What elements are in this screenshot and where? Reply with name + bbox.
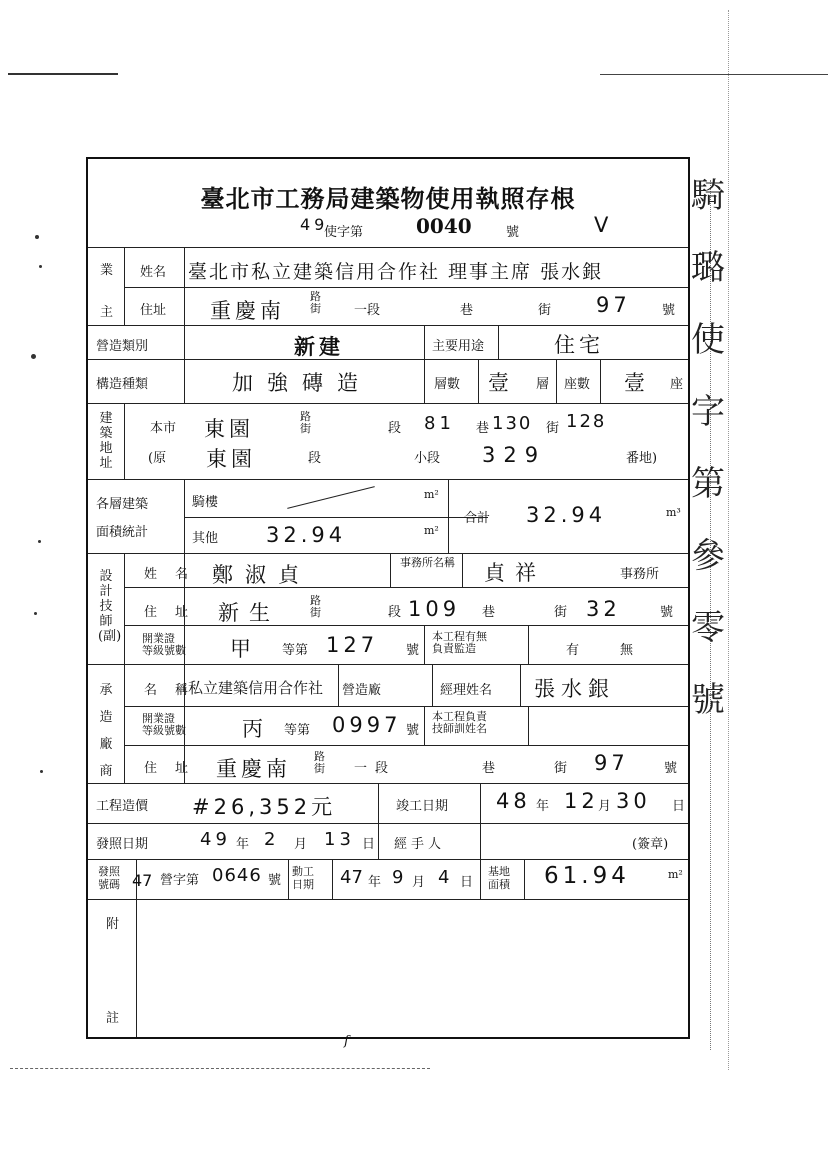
- site-orig-section-label: 段: [308, 451, 322, 466]
- site-sub-label: 小段: [414, 451, 441, 466]
- designer-office-value: 貞祥: [484, 561, 546, 585]
- owner-side-label-bottom: 主: [100, 305, 114, 320]
- right-margin-text: 騎 璐 使 字 第 參 零 號: [691, 176, 725, 720]
- designer-number-label: 號: [660, 605, 674, 620]
- floors-value: 壹: [488, 371, 513, 395]
- dust-4: [38, 540, 41, 543]
- complete-day-label: 日: [672, 799, 686, 814]
- owner-address-label: 住址: [140, 303, 167, 318]
- scan-line-top: [8, 73, 118, 75]
- floors-unit: 層: [536, 377, 550, 392]
- scan-edge-far-right: [728, 10, 729, 1070]
- site-street: 130: [492, 413, 533, 434]
- site-street-label: 街: [546, 421, 560, 436]
- designer-lic-grade-label: 等第: [282, 643, 309, 658]
- site-lane-label: 巷: [476, 421, 490, 436]
- contractor-section: 一段: [354, 761, 397, 776]
- issue-day: 13: [324, 829, 355, 850]
- count-value: 壹: [624, 371, 649, 395]
- cost-value: #26,352元: [192, 795, 337, 819]
- complete-label: 竣工日期: [396, 799, 449, 814]
- designer-side-label: 設計技師(副): [98, 569, 122, 644]
- arcade-unit: m²: [424, 488, 439, 501]
- start-year: 47: [340, 867, 363, 888]
- notes-label-top: 附: [106, 917, 120, 932]
- designer-street-label: 街: [554, 605, 568, 620]
- count-label: 座數: [564, 377, 591, 392]
- structure-value: 加強磚造: [232, 371, 372, 395]
- owner-road-label: 路 街: [310, 290, 321, 315]
- complete-month-label: 月: [598, 799, 612, 814]
- contractor-number-label: 號: [664, 761, 678, 776]
- owner-number-label: 號: [662, 303, 676, 318]
- site-lane: 81: [424, 413, 455, 434]
- bottom-mark: f: [344, 1034, 349, 1049]
- contractor-name-value: 私立建築信用合作社: [188, 679, 324, 697]
- designer-addr-label: 住址: [144, 605, 207, 620]
- start-label: 動工日期: [292, 865, 314, 891]
- seal-label: (簽章): [632, 837, 669, 852]
- permit-suffix: 號: [268, 873, 282, 888]
- designer-lane: 109: [408, 597, 461, 621]
- contractor-lic-grade-label: 等第: [284, 723, 311, 738]
- dust-6: [40, 770, 43, 773]
- issue-month: 2: [264, 829, 280, 850]
- designer-lane-label: 巷: [482, 605, 496, 620]
- owner-section: 一段: [354, 303, 381, 318]
- complete-month: 12: [564, 789, 599, 813]
- designer-addr-road: 新生: [218, 601, 280, 625]
- permit-prefix: 營字第: [160, 873, 200, 888]
- issue-day-label: 日: [362, 837, 376, 852]
- designer-supervise-value2: 無: [620, 643, 634, 658]
- base-value: 61.94: [544, 863, 630, 889]
- designer-lic-grade: 甲: [230, 637, 255, 661]
- permit-number: 0646: [212, 865, 262, 886]
- arcade-label: 騎樓: [192, 495, 219, 510]
- start-day: 4: [438, 867, 454, 888]
- build-type-value: 新建: [294, 335, 344, 359]
- other-unit: m²: [424, 524, 439, 537]
- site-parcel: 329: [482, 443, 547, 467]
- total-unit: m³: [666, 506, 681, 519]
- site-number: 128: [566, 411, 607, 432]
- designer-supervise-label: 本工程有無 負責監造: [432, 630, 487, 655]
- base-unit: m²: [668, 868, 683, 881]
- dust-2: [39, 265, 42, 268]
- build-type-label: 營造類別: [96, 339, 149, 354]
- site-city-label: 本市: [150, 421, 177, 436]
- area-label-1: 各層建築: [96, 497, 149, 512]
- site-orig-section: 東園: [206, 447, 256, 471]
- contractor-road-label: 路 街: [314, 750, 325, 775]
- floors-label: 層數: [434, 377, 461, 392]
- other-label: 其他: [192, 531, 219, 546]
- designer-lic-no: 127: [326, 633, 379, 657]
- dust-5: [34, 612, 37, 615]
- start-day-label: 日: [460, 875, 474, 890]
- contractor-tech-label: 本工程負責 技師訓姓名: [432, 710, 487, 735]
- designer-road-label: 路 街: [310, 594, 321, 619]
- structure-label: 構造種類: [96, 377, 149, 392]
- contractor-name-suffix: 營造廠: [342, 683, 382, 698]
- contractor-lic-no: 0997: [332, 713, 402, 737]
- contractor-number: 97: [594, 751, 629, 775]
- permit-label: 發照號碼: [98, 865, 120, 891]
- main-use-label: 主要用途: [432, 339, 485, 354]
- designer-name-label: 姓名: [144, 567, 207, 582]
- issue-month-label: 月: [294, 837, 308, 852]
- designer-number: 32: [586, 597, 621, 621]
- complete-year: 48: [496, 789, 531, 813]
- owner-name-label: 姓名: [140, 265, 167, 280]
- other-value: 32.94: [266, 523, 347, 547]
- contractor-manager-value: 張水銀: [534, 677, 615, 701]
- site-orig-label: (原: [148, 451, 167, 466]
- designer-office-label: 事務所名稱: [400, 556, 455, 569]
- contractor-lic-grade: 丙: [242, 717, 267, 741]
- permit-year: 47: [132, 871, 153, 890]
- total-label: 合計: [464, 511, 491, 526]
- contractor-lic-no-label: 號: [406, 723, 420, 738]
- designer-office-suffix: 事務所: [620, 567, 660, 582]
- contractor-lic-label: 開業證 等級號數: [142, 712, 186, 737]
- check-mark: V: [594, 213, 613, 237]
- base-label: 基地面積: [488, 865, 510, 891]
- total-value: 32.94: [526, 503, 607, 527]
- form-title: 臺北市工務局建築物使用執照存根: [200, 184, 576, 213]
- site-side-label: 建築地址: [99, 411, 113, 471]
- designer-lic-no-label: 號: [406, 643, 420, 658]
- owner-street-label: 街: [538, 303, 552, 318]
- start-month: 9: [392, 867, 408, 888]
- license-prefix: 使字第: [324, 225, 364, 240]
- issue-year: 49: [200, 829, 231, 850]
- scan-line-bottom: [10, 1068, 430, 1069]
- start-month-label: 月: [412, 875, 426, 890]
- designer-section-label: 段: [388, 605, 402, 620]
- contractor-side-label: 承造廠商: [99, 683, 113, 779]
- contractor-lane-label: 巷: [482, 761, 496, 776]
- contractor-name-label: 名稱: [144, 683, 207, 698]
- handler-label: 經手人: [394, 837, 446, 852]
- site-section-label: 段: [388, 421, 402, 436]
- complete-day: 30: [616, 789, 651, 813]
- contractor-manager-label: 經理姓名: [440, 683, 493, 698]
- count-unit: 座: [670, 377, 684, 392]
- contractor-addr-road: 重慶南: [216, 757, 291, 781]
- issue-year-label: 年: [236, 837, 250, 852]
- owner-name-value: 臺北市私立建築信用合作社 理事主席 張水銀: [188, 261, 604, 283]
- dust-1: [35, 235, 39, 239]
- site-road: 東園: [204, 417, 254, 441]
- owner-address-road: 重慶南: [210, 299, 285, 323]
- dust-3: [31, 354, 36, 359]
- notes-label-bottom: 註: [106, 1011, 120, 1026]
- designer-name-value: 鄭淑貞: [212, 563, 311, 587]
- site-road-label: 路 街: [300, 410, 311, 435]
- site-parcel-label: 番地): [626, 451, 658, 466]
- complete-year-label: 年: [536, 799, 550, 814]
- building-use-license-form: [86, 157, 690, 1039]
- designer-lic-label: 開業證 等級號數: [142, 632, 186, 657]
- main-use-value: 住宅: [554, 333, 604, 357]
- license-suffix: 號: [506, 225, 520, 240]
- issue-label: 發照日期: [96, 837, 149, 852]
- scan-line-top-right: [600, 74, 828, 75]
- owner-side-label-top: 業: [100, 263, 114, 278]
- contractor-addr-label: 住址: [144, 761, 207, 776]
- designer-supervise-value: 有: [566, 643, 580, 658]
- start-year-label: 年: [368, 875, 382, 890]
- license-year: 49: [300, 215, 329, 234]
- cost-label: 工程造價: [96, 799, 149, 814]
- area-label-2: 面積統計: [96, 525, 149, 540]
- license-number: 0040: [416, 214, 472, 238]
- arcade-dash-stroke: [287, 486, 375, 509]
- contractor-street-label: 街: [554, 761, 568, 776]
- owner-lane-label: 巷: [460, 303, 474, 318]
- owner-number: 97: [596, 293, 631, 317]
